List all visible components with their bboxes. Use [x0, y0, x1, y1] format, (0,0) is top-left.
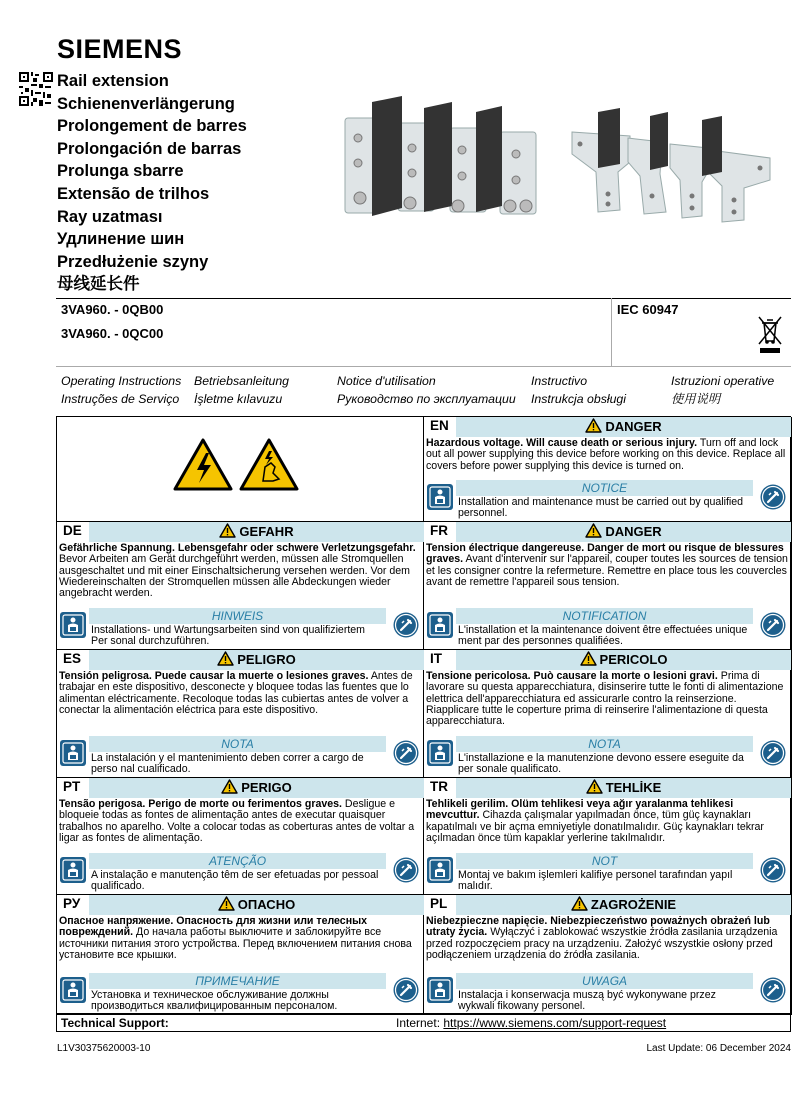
danger-header	[456, 895, 791, 915]
danger-header	[456, 650, 791, 670]
support-link[interactable]: https://www.siemens.com/support-request	[443, 1016, 667, 1030]
danger-detail: Cihazda çalışmalar yapılmadan önce, tüm güç kaynakları kapatılmalı ve bir açma emniyetiyle donatılmalıdır. Güç kaynakları tekrar açılmadan önce tüm kapaklar yerlerine takılmalıdır.	[426, 809, 764, 844]
danger-text	[59, 671, 422, 737]
maintenance-tool-icon	[393, 612, 419, 638]
danger-text	[59, 543, 422, 609]
language-code: FR	[430, 523, 448, 538]
divider-vertical	[611, 298, 612, 366]
warning-triangle-icon	[585, 523, 602, 538]
danger-header-label: PERIGO	[241, 780, 292, 795]
section-8	[424, 895, 792, 1015]
warning-triangle-icon	[221, 779, 238, 794]
safety-grid	[56, 416, 791, 1014]
language-code: TR	[430, 779, 448, 794]
danger-text	[426, 799, 789, 854]
note-label: NOTIFICATION	[456, 608, 753, 624]
danger-header-label: ОПАСНО	[237, 897, 296, 912]
electric-hazard-icon	[175, 440, 231, 489]
danger-bold: Gefährliche Spannung. Lebensgefahr oder schwere Verletzungsgefahr.	[59, 543, 416, 554]
danger-text	[426, 543, 789, 609]
danger-text	[426, 916, 789, 974]
danger-header	[456, 778, 791, 798]
danger-header-label: PERICOLO	[599, 652, 668, 667]
note-text: L'installation et la maintenance doivent être effectuées unique ment par des personnes qualifiées.	[458, 624, 748, 648]
warning-triangle-icon	[219, 523, 236, 538]
maintenance-tool-icon	[393, 857, 419, 883]
danger-bold: Tensione pericolosa. Può causare la morte o lesioni gravi.	[426, 671, 718, 682]
qualified-personnel-icon	[60, 740, 86, 766]
danger-text	[426, 438, 789, 481]
divider-middle	[56, 366, 791, 367]
note-text: L'installazione e la manutenzione devono essere eseguite da per sonale qualificato.	[458, 752, 744, 776]
language-code: EN	[430, 418, 449, 433]
danger-header	[89, 650, 424, 670]
qualified-personnel-icon	[60, 857, 86, 883]
warning-triangle-icon	[217, 651, 234, 666]
note-text: La instalación y el mantenimiento deben correr a cargo de perso nal cualificado.	[91, 752, 364, 776]
danger-detail: Wyłączyć i zablokować wszystkie źródła zasilania urządzenia przed rozpoczęciem pracy na urządzeniu. Założyć wszystkie osłony przed podłączeniem urządzenia do źródła zasilania.	[426, 926, 778, 961]
title-pt: Extensão de trilhos	[57, 184, 210, 203]
qualified-personnel-icon	[427, 612, 453, 638]
note-text: Instalacja i konserwacja muszą być wykonywane przez wykwali fikowany personel.	[458, 989, 716, 1013]
section-4	[424, 650, 792, 778]
danger-header	[89, 895, 424, 915]
maintenance-tool-icon	[760, 484, 786, 510]
title-fr: Prolongement de barres	[57, 117, 247, 136]
note-label: ATENÇÃO	[89, 853, 386, 869]
title-pl: Przedłużenie szyny	[57, 252, 209, 271]
doc-types-col-4: Instructivo Instrukcja obsługi	[531, 374, 627, 406]
warning-symbols	[173, 437, 301, 493]
symbols-cell	[57, 417, 424, 522]
rail-extension-set-2	[572, 108, 770, 222]
divider-top	[56, 298, 791, 299]
qualified-personnel-icon	[427, 977, 453, 1003]
danger-bold: Tensión peligrosa. Puede causar la muerte o lesiones graves.	[59, 671, 369, 682]
internet-line: Internet: https://www.siemens.com/support-request	[396, 1016, 667, 1030]
warning-triangle-icon	[218, 896, 235, 911]
note-label: HINWEIS	[89, 608, 386, 624]
note-text: Installations- und Wartungsarbeiten sind von qualifiziertem Per sonal durchzuführen.	[91, 624, 366, 648]
note-text: Installation and maintenance must be carried out by qualified personnel.	[458, 496, 744, 520]
qualified-personnel-icon	[427, 484, 453, 510]
qualified-personnel-icon	[60, 612, 86, 638]
danger-bold: Tensão perigosa. Perigo de morte ou ferimentos graves.	[59, 799, 342, 810]
title-ru: Удлинение шин	[57, 230, 185, 249]
section-7	[57, 895, 424, 1015]
note-label: NOTICE	[456, 480, 753, 496]
danger-header-label: DANGER	[605, 419, 662, 434]
support-label: Technical Support:	[61, 1016, 169, 1030]
danger-bold: Опасное напряжение. Опасность для жизни или телесных повреждений.	[59, 916, 368, 939]
weee-crossed-bin-icon	[757, 314, 783, 354]
qualified-personnel-icon	[427, 857, 453, 883]
danger-header-label: GEFAHR	[239, 524, 294, 539]
danger-text	[59, 916, 422, 974]
language-code: РУ	[63, 896, 81, 911]
last-update: Last Update: 06 December 2024	[646, 1043, 791, 1054]
danger-detail: Prima di lavorare su questa apparecchiatura, disinserire tutte le fonti di alimentazione elettrica dell'apparecchiatura ed assicurarle contro la reinserzione. Riapplicare tutte le coperture prima di reinserire l'alimentazione di questa apparecchiatura.	[426, 671, 784, 728]
section-2	[424, 522, 792, 650]
qualified-personnel-icon	[427, 740, 453, 766]
title-it: Prolunga sbarre	[57, 162, 184, 181]
warning-triangle-icon	[571, 896, 588, 911]
note-label: ПРИМЕЧАНИЕ	[89, 973, 386, 989]
danger-header	[456, 522, 791, 542]
note-label: NOTA	[89, 736, 386, 752]
note-text: Montaj ve bakım işlemleri kalifiye personel tarafından yapıl malıdır.	[458, 869, 733, 893]
product-titles	[57, 70, 247, 296]
danger-bold: Tehlikeli gerilim. Ölüm tehlikesi veya ağır yaralanma tehlikesi mevcuttur.	[426, 799, 734, 822]
language-code: DE	[63, 523, 82, 538]
siemens-logo: SIEMENS	[57, 34, 183, 64]
danger-header-label: ZAGROŻENIE	[590, 897, 677, 912]
maintenance-tool-icon	[393, 740, 419, 766]
title-en: Rail extension	[57, 72, 169, 90]
doc-types-col-2: Betriebsanleitung İşletme kılavuzu	[194, 374, 290, 406]
section-1	[57, 522, 424, 650]
danger-text	[426, 671, 789, 737]
title-de: Schienenverlängerung	[57, 94, 235, 113]
qualified-personnel-icon	[60, 977, 86, 1003]
danger-header	[89, 778, 424, 798]
warning-triangle-icon	[586, 779, 603, 794]
maintenance-tool-icon	[760, 740, 786, 766]
danger-text	[59, 799, 422, 854]
danger-detail: Antes de trabajar en este dispositivo, desconecte y bloquee todas las fuentes que lo alimentan eléctricamente. Recoloque todas las cubiertas antes de volver a conectar la alimentación eléctrica para este dispositivo.	[59, 671, 413, 716]
article-number-1: 3VA960. - 0QB00	[61, 302, 164, 317]
article-number-2: 3VA960. - 0QC00	[61, 326, 164, 341]
danger-header-label: PELIGRO	[237, 652, 296, 667]
section-0	[424, 417, 792, 522]
warning-triangle-icon	[580, 651, 597, 666]
maintenance-tool-icon	[393, 977, 419, 1003]
footer-bar	[56, 1014, 791, 1032]
danger-header	[456, 417, 791, 437]
standard-label: IEC 60947	[617, 302, 679, 317]
doc-types-col-5: Istruzioni operative 使用说明	[671, 374, 775, 406]
section-5	[57, 778, 424, 895]
danger-detail: Desligue e bloqueie todas as fontes de alimentação antes de executar quaisquer trabalhos no aparelho. Volte a colocar todas as coberturas antes de voltar a ligar as fontes de alimentação.	[59, 799, 415, 844]
danger-header	[89, 522, 424, 542]
section-3	[57, 650, 424, 778]
electric-shock-icon	[241, 440, 297, 489]
danger-header-label: TEHLİKE	[605, 780, 662, 795]
danger-bold: Niebezpieczne napięcie. Niebezpieczeństwo poważnych obrażeń lub utraty życia.	[426, 916, 770, 939]
warning-triangle-icon	[585, 418, 602, 433]
danger-detail: До начала работы выключите и заблокируйте все источники питания этого устройства. Перед включением питания снова установите все крышки.	[59, 926, 412, 961]
maintenance-tool-icon	[760, 857, 786, 883]
note-text: Установка и техническое обслуживание должны производиться квалифицированным персоналом.	[91, 989, 338, 1013]
title-zh: 母线延长件	[57, 275, 140, 294]
qr-code-icon	[19, 72, 53, 106]
doc-types-col-3: Notice d'utilisation Руководство по эксплуатации	[337, 374, 516, 406]
danger-detail: Avant d'intervenir sur l'appareil, couper toutes les sources de tension et les consigner contre la refermeture. Remettre en place tous les couvercles avant de remettre l'appareil sous tension.	[426, 553, 788, 588]
language-code: PL	[430, 896, 448, 911]
maintenance-tool-icon	[760, 977, 786, 1003]
rail-extension-set-1	[345, 96, 536, 216]
doc-types-col-1: Operating Instructions Instruções de Serviço	[61, 374, 182, 406]
note-label: NOT	[456, 853, 753, 869]
note-label: UWAGA	[456, 973, 753, 989]
title-es: Prolongación de barras	[57, 139, 242, 158]
danger-bold: Tension électrique dangereuse. Danger de mort ou risque de blessures graves.	[426, 543, 784, 566]
maintenance-tool-icon	[760, 612, 786, 638]
document-id: L1V30375620003-10	[57, 1043, 151, 1054]
danger-bold: Hazardous voltage. Will cause death or serious injury.	[426, 438, 698, 449]
note-label: NOTA	[456, 736, 753, 752]
danger-detail: Bevor Arbeiten am Gerät durchgeführt werden, müssen alle Stromquellen ausgeschaltet und mit einer Einschaltsicherung versehen werden. Vor dem Wiedereinschalten der Stromquellen müssen alle Abdeckungen wieder angebracht werden.	[59, 553, 410, 600]
title-tr: Ray uzatması	[57, 207, 163, 226]
section-6	[424, 778, 792, 895]
note-text: A instalação e manutenção têm de ser efetuadas por pessoal qualificado.	[91, 869, 379, 893]
language-code: IT	[430, 651, 442, 666]
product-illustration	[330, 88, 800, 228]
language-code: ES	[63, 651, 82, 666]
danger-header-label: DANGER	[605, 524, 662, 539]
danger-detail: Turn off and lock out all power supplying this device before working on this device. Replace all covers before power supplying this device is turned on.	[426, 438, 786, 472]
language-code: PT	[63, 779, 81, 794]
